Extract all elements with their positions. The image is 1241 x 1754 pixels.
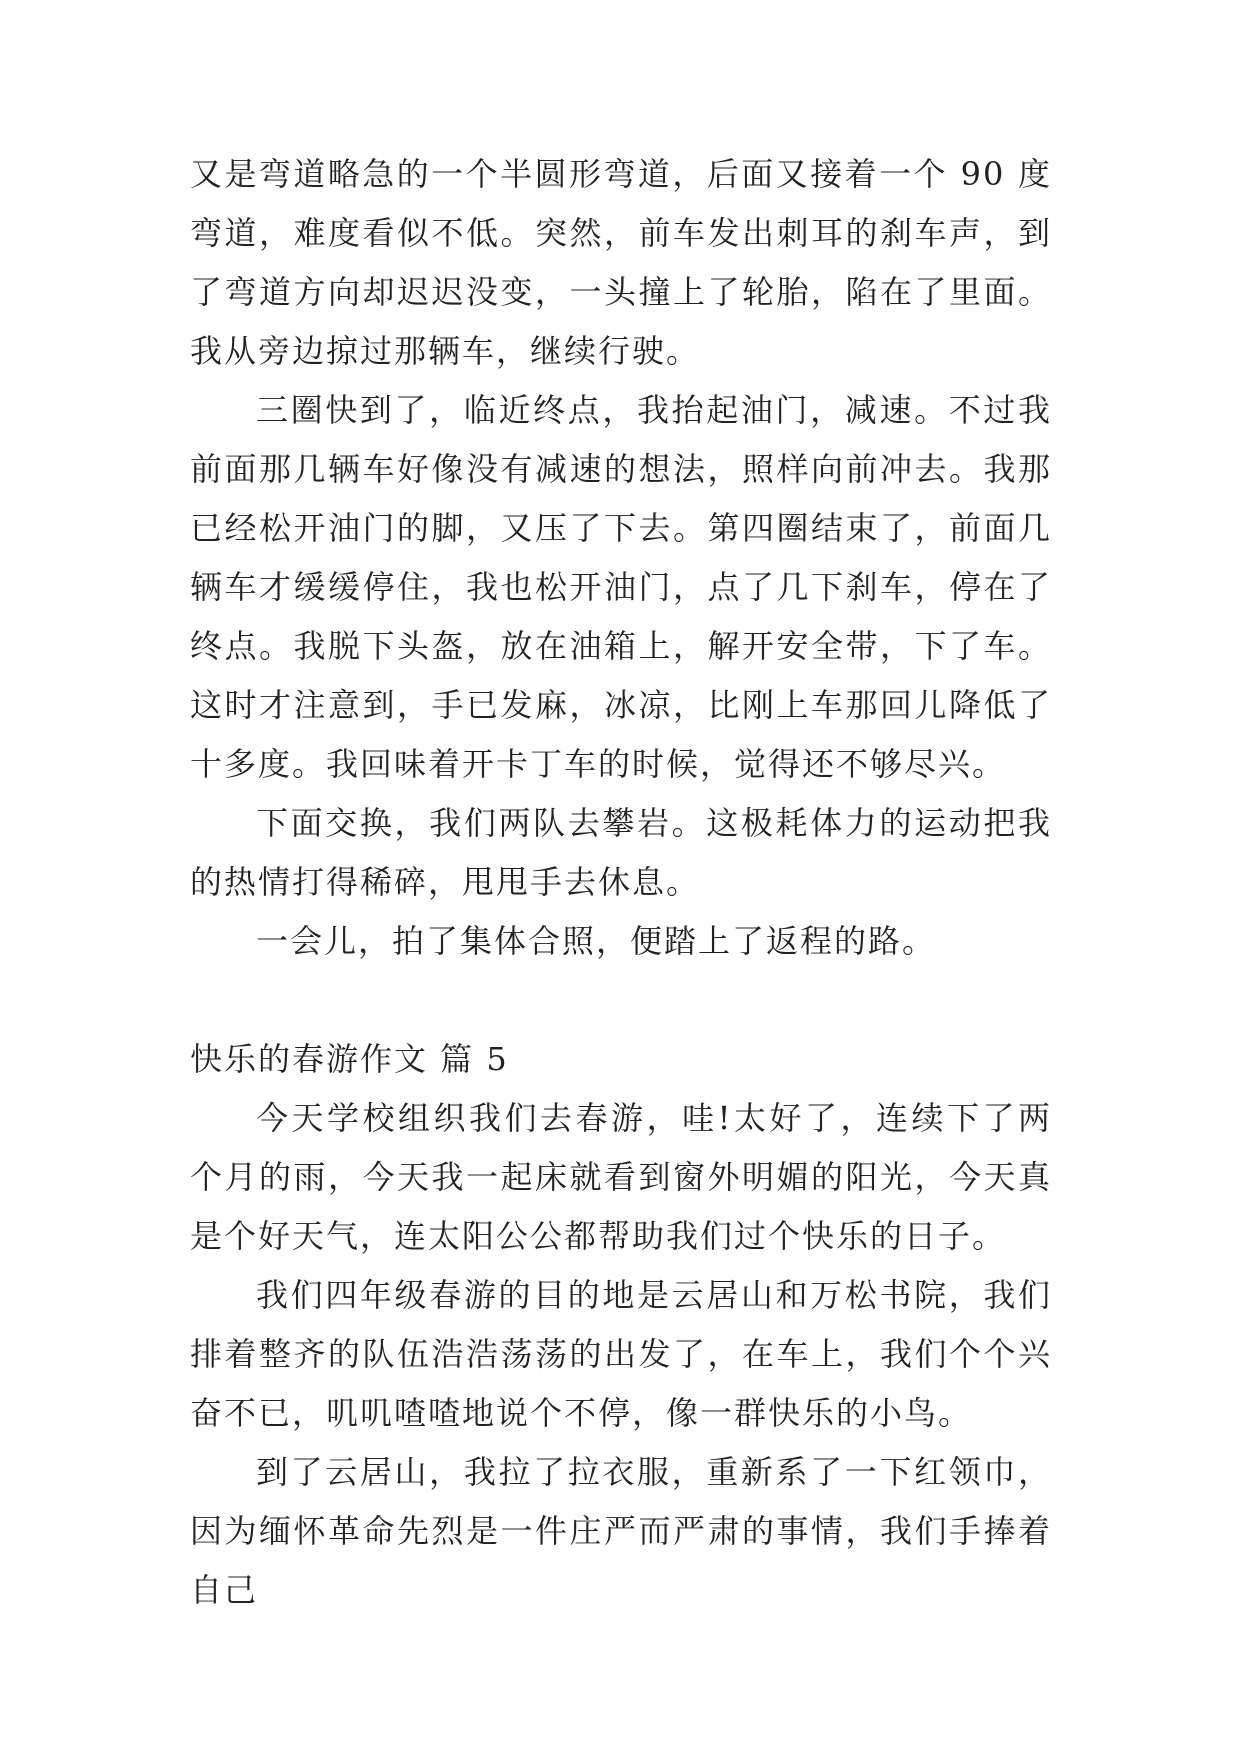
paragraph: 到了云居山，我拉了拉衣服，重新系了一下红领巾，因为缅怀革命先烈是一件庄严而严肃的事情，我们手捧着自己 [190, 1453, 1052, 1609]
paragraph: 今天学校组织我们去春游，哇!太好了，连续下了两个月的雨，今天我一起床就看到窗外明媚的阳光，今天真是个好天气，连太阳公公都帮助我们过个快乐的日子。 [190, 1099, 1052, 1255]
paragraph: 三圈快到了，临近终点，我抬起油门，减速。不过我前面那几辆车好像没有减速的想法，照样向前冲去。我那已经松开油门的脚，又压了下去。第四圈结束了，前面几辆车才缓缓停住，我也松开油门，点了几下刹车，停在了终点。我脱下头盔，放在油箱上，解开安全带，下了车。这时才注意到，手已发麻，冰凉，比刚上车那回儿降低了十多度。我回味着开卡丁车的时候，觉得还不够尽兴。 [190, 391, 1052, 783]
section-title: 快乐的春游作文 篇 5 [190, 1040, 509, 1078]
paragraph: 我们四年级春游的目的地是云居山和万松书院，我们排着整齐的队伍浩浩荡荡的出发了，在车上，我们个个兴奋不已，叽叽喳喳地说个不停，像一群快乐的小鸟。 [190, 1276, 1052, 1432]
paragraph-continuation: 又是弯道略急的一个半圆形弯道，后面又接着一个 90 度弯道，难度看似不低。突然，前车发出刺耳的刹车声，到了弯道方向却迟迟没变，一头撞上了轮胎，陷在了里面。我从旁边掠过那辆车，继续行驶。 [190, 155, 1052, 370]
document-page [190, 145, 1052, 1620]
paragraph: 一会儿，拍了集体合照，便踏上了返程的路。 [256, 922, 937, 960]
paragraph: 下面交换，我们两队去攀岩。这极耗体力的运动把我的热情打得稀碎，甩甩手去休息。 [190, 804, 1052, 901]
section-spacer [190, 971, 1052, 1030]
